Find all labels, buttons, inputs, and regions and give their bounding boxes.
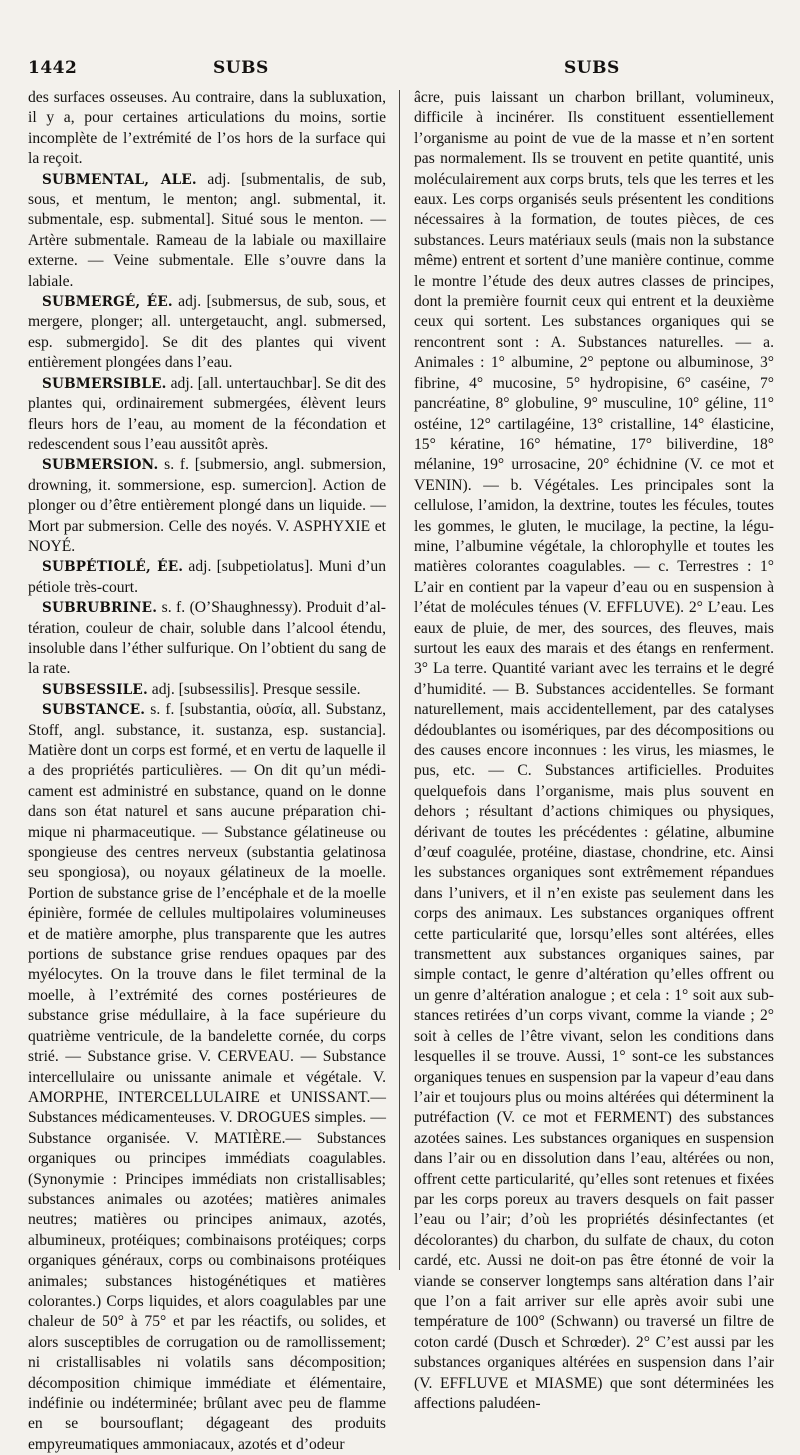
entry-body: adj. [all. untertauchbar]. Se dit des plantes qui, ordinairement submergées, élèvent leurs fleurs hors de l’eau, au moment de la fécondation et redescendent sous l’eau aussitôt après. <box>28 374 386 453</box>
entry-headword: SUBMERGÉ, ÉE. <box>42 294 173 311</box>
entry-headword: SUBSESSILE. <box>42 681 148 698</box>
entry-submersible <box>28 374 386 456</box>
running-head-right: SUBS <box>564 58 620 78</box>
entry-submental <box>28 170 386 292</box>
entry-continuation: âcre, puis laissant un charbon brillant, volumineux, difficile à incinérer. Ils constituent essentiellement l’organisme au point de vue de la masse et n’en sortent pas normalement. Ils se trouvent en petite quantité, unis moléculairement aux corps bruts, tels que les terres et les eaux. Les corps organisés seuls présentent les conditions nécessaires à la formation, de toutes pièces, de ces substances. Leurs matériaux seuls (mais non la substance même) entrent et sortent d’une manière continue, comme le montre l’étude des deux autres classes de principes, dont la première fournit ceux qui entrent et la deuxième ceux qui sortent. Les substances organiques qui se rencontrent sont : A. Substances naturelles. — a. Animales : 1° albumine, 2° peptone ou albuminose, 3° fibrine, 4° mucosine, 5° hydropisine, 6° caséine, 7° pancréatine, 8° globuline, 9° musculine, 10° géline, 11° ostéine, 12° cartilagéine, 13° cristalline, 14° élasticine, 15° kératine, 16° hématine, 17° biliverdine, 18° mélanine, 19° urrosacine, 20° échidnine (V. ce mot et VENIN). — b. Végétales. Les principales sont la cellulose, l’amidon, la dextrine, toutes les fécules, toutes les gommes, le gluten, le mucilage, la pectine, la légumine, l’albumine végétale, la chlorophylle et toutes les matières colorantes coagulables. — c. Terrestres : 1° L’air en contient par la vapeur d’eau ou en suspension à l’état de molécules ténues (V. EFFLUVE). 2° L’eau. Les eaux de pluie, de mer, des sources, des fleuves, mais surtout les eaux des marais et des étangs en renferment. 3° La terre. Quantité variant avec les terrains et le degré d’humidité. — B. Substances accidentelles. Se formant naturellement, mais accidentellement, par des catalyses dédoublantes ou isomériques, par des décompositions ou des causes encore inconnues : les virus, les miasmes, le pus, etc. — C. Substances artificielles. Produites quelquefois dans l’organisme, mais plus souvent en dehors ; résultant d’actions chimiques ou physiques, dérivant de toutes les précédentes : gélatine, albumine d’œuf coagulée, protéine, diastase, chondrine, etc. Ainsi les substances organiques sont extrêmement répandues dans l’univers, et il n’en existe pas seulement dans les corps des animaux. Les substances organiques offrent cette particularité que, lorsqu’elles sont altérées, elles transmettent aux substances organiques saines, par simple contact, le genre d’altération qu’elles offrent ou un genre d’altération analogue ; et cela : 1° soit aux substances retirées d’un corps vivant, comme la viande ; 2° soit à celles de l’être vivant, selon les conditions dans lesquelles il se trouve. Aussi, 1° sont-ce les substances organiques tenues en suspension par la vapeur d’eau dans l’air et toujours plus ou moins altérées qui déterminent la putréfaction (V. ce mot et FERMENT) des substances azotées saines. Les substances organiques en suspension dans l’air ou en dissolution dans l’eau, altérées ou non, offrent cette particularité, qu’elles sont retenues et fixées par les corps poreux au travers desquels on fait passer l’eau ou l’air; d’où les propriétés désinfectantes (et décolorantes) du charbon, du sulfate de chaux, du coton cardé, etc. Aussi ne doit-on pas être étonné de voir la viande se conserver longtemps sans altération dans l’air que l’on a fait arriver sur elle après avoir subi une température de 100° (Schwann) ou traversé un filtre de coton cardé (Dusch et Schrœder). 2° C’est aussi par les substances organiques altérées en suspension dans l’air (V. EFFLUVE et MIASME) que sont déterminées les affections paludéen- <box>414 89 774 1412</box>
entry-continuation: des surfaces osseuses. Au contraire, dans la subluxation, il y a, pour certaines articulations du moins, sortie incomplète de l’extrémité de l’os hors de la surface qui la reçoit. <box>28 89 386 168</box>
page-number: 1442 <box>28 58 78 78</box>
column-divider <box>399 90 400 1270</box>
entry-headword: SUBMERSIBLE. <box>42 375 167 392</box>
right-column <box>414 88 774 1412</box>
entry-subrubrine <box>28 598 386 680</box>
entry-subpetiole <box>28 557 386 598</box>
entry-submersion <box>28 455 386 557</box>
entry-headword: SUBMENTAL, ALE. <box>42 171 197 188</box>
entry-body: adj. [submentalis, de sub, sous, et mentum, le menton; angl. submental, it. submentale, esp. submental]. Situé sous le menton. — Artère submentale. Rameau de la labiale ou maxillaire externe. — Veine submentale. Elle s’ouvre dans la labiale. <box>28 170 386 290</box>
entry-headword: SUBMERSION. <box>42 457 159 474</box>
left-column <box>28 88 387 1453</box>
entry-body: adj. [subsessilis]. Presque sessile. <box>147 680 361 698</box>
page-header <box>28 58 770 82</box>
entry-headword: SUBSTANCE. <box>42 702 146 719</box>
running-head-left: SUBS <box>213 58 269 78</box>
entry-headword: SUBPÉTIOLÉ, ÉE. <box>42 559 184 576</box>
entry-substance <box>28 700 386 1455</box>
entry-body: s. f. [substantia, οὐσία, all. Substanz, Stoff, angl. substance, it. sustanza, esp. sustancia]. Matière dont un corps est formé, et en vertu de laquelle il a des propriétés particulières. — On dit qu’un médicament est administré en substance, quand on le donne dans son état naturel et sans aucune préparation chimique ni pharmaceutique. — Substance gélatineuse ou spongieuse des centres nerveux (substantia gelatinosa seu spongiosa), ou noyaux gélatineux de la moelle. Portion de substance grise de l’encéphale et de la moelle épinière, formée de cellules multipolaires volumineuses et de matière amorphe, plus transparente que les autres portions de substance grise rendues opaques par des myélocytes. On la trouve dans le filet terminal de la moelle, à l’extrémité des cornes postérieures de substance grise médullaire, à la face supérieure du quatrième ventricule, de la bandelette cornée, du corps strié. — Substance grise. V. CERVEAU. — Substance intercellulaire ou unissante animale et végétale. V. AMORPHE, INTERCELLULAIRE et UNISSANT.— Substances médicamenteuses. V. DROGUES simples. — Substance organisée. V. MATIÈRE.— Substances organiques ou principes immédiats coagulables. (Synonymie : Principes immédiats non cristallisables; substances animales ou azotées; matières animales neutres; matières ou principes animaux, azotés, albumineux, protéiques; combinaisons protéiques; corps organiques généraux, corps ou combinaisons protéiques animales; substances histogénétiques et matières colorantes.) Corps liquides, et alors coagulables par une chaleur de 50° à 75° et par les réactifs, ou solides, et alors susceptibles de corrugation ou de ramollissement; ni cristallisables ni volatils sans décomposition; décomposition chimique immédiate et élémentaire, indéfinie ou indéterminée; brûlant avec peu de flamme en se boursouflant; dégageant des produits empyreumatiques ammoniacaux, azotés et d’odeur <box>28 701 386 1453</box>
entry-body: s. f. [submersio, angl. submersion, drowning, it. sommersione, esp. sumercion]. Action de plonger ou d’être entièrement plongé dans un liquide. — Mort par submersion. Celle des noyés. V. ASPHYXIE et NOYÉ. <box>28 456 386 555</box>
entry-subsessile <box>28 680 386 700</box>
entry-body: s. f. (O’Shaughnessy). Produit d’altération, couleur de chair, soluble dans l’alcool étendu, insoluble dans l’éther sulfurique. On l’obtient du sang de la rate. <box>28 599 386 678</box>
entry-submerge <box>28 292 386 374</box>
entry-body: adj. [subpetiolatus]. Muni d’un pétiole très-court. <box>28 558 386 596</box>
entry-headword: SUBRUBRINE. <box>42 600 158 617</box>
entry-body: adj. [submersus, de sub, sous, et mergere, plonger; all. untergetaucht, angl. submersed, esp. submergido]. Se dit des plantes qui vivent entièrement plongées dans l’eau. <box>28 293 387 372</box>
